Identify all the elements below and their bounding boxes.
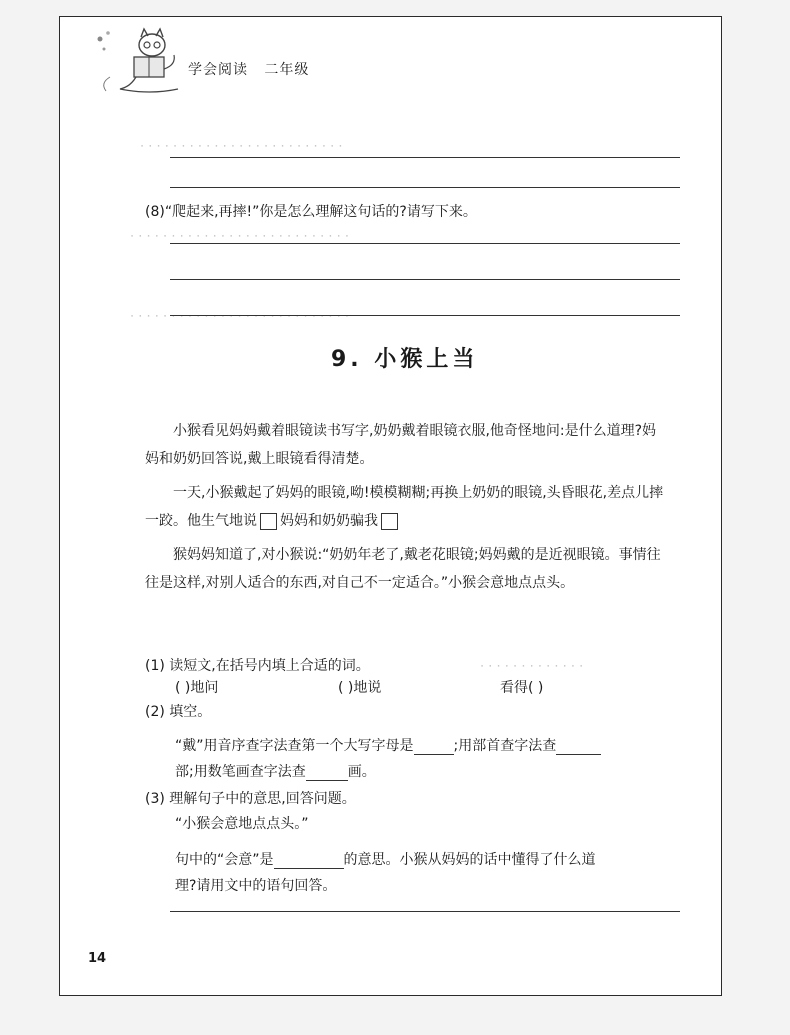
question-2-line-1 (175, 737, 601, 755)
bleed-through-text: · · · · · · · · · · · · · · · · · · · · · · · · · (140, 137, 343, 152)
answer-line[interactable] (170, 157, 680, 158)
question-3-text: 的意思。小猴从妈妈的话中懂得了什么道 (343, 852, 596, 868)
story-paragraph-2-quote: 妈妈和奶奶骗我 (280, 513, 378, 529)
question-2-text: 画。 (347, 764, 376, 780)
workbook-page (59, 16, 722, 996)
story-paragraph-3: 猴妈妈知道了,对小猴说:“奶奶年老了,戴老花眼镜;妈妈戴的是近视眼镜。事情往往是这样,对别人适合的东西,对自己不一定适合。”小猴会意地点点头。 (145, 547, 661, 591)
story-paragraph-2-text: 一天,小猴戴起了妈妈的眼镜,呦!模模糊糊;再换上奶奶的眼镜,头昏眼花,差点儿摔一跤。他生气地说 (145, 485, 664, 529)
question-2-text: ;用部首查字法查 (453, 738, 557, 754)
question-3-line-2: 理?请用文中的语句回答。 (175, 878, 337, 894)
story-paragraph-2 (145, 479, 665, 535)
punctuation-box[interactable] (381, 513, 398, 530)
story-paragraph-1: 小猴看见妈妈戴着眼镜读书写字,奶奶戴着眼镜衣服,他奇怪地问:是什么道理?妈妈和奶奶回答说,戴上眼镜看得清楚。 (145, 423, 657, 467)
page-number: 14 (88, 951, 107, 966)
section-title: 9. 小猴上当 (331, 347, 479, 372)
bleed-through-text: · · · · · · · · · · · · · · · · · · · · · · · · · · · (130, 227, 350, 242)
fill-blank[interactable] (306, 766, 348, 781)
question-2-text: “戴”用音序查字法查第一个大写字母是 (175, 738, 414, 754)
question-2-text: 部;用数笔画查字法查 (175, 764, 306, 780)
question-2-title: (2) 填空。 (145, 704, 212, 720)
question-1-blank-b[interactable]: ( )地说 (338, 680, 382, 696)
question-1-title: (1) 读短文,在括号内填上合适的词。 (145, 658, 370, 674)
question-2-line-2 (175, 763, 376, 781)
question-1-blank-c[interactable]: 看得( ) (500, 680, 544, 696)
question-3-text: 句中的“会意”是 (175, 852, 274, 868)
answer-line[interactable] (170, 187, 680, 188)
answer-line[interactable] (170, 279, 680, 280)
question-3-title: (3) 理解句子中的意思,回答问题。 (145, 791, 356, 807)
punctuation-box[interactable] (260, 513, 277, 530)
question-8: (8)“爬起来,再摔!”你是怎么理解这句话的?请写下来。 (145, 204, 477, 220)
fill-blank[interactable] (556, 740, 601, 755)
answer-line[interactable] (170, 243, 680, 244)
header-title: 学会阅读 二年级 (188, 62, 310, 78)
question-3-quote: “小猴会意地点点头。” (175, 816, 309, 832)
fill-blank[interactable] (274, 854, 344, 869)
bleed-through-text: · · · · · · · · · · · · · · · · · · · · · · · · · · · (130, 307, 350, 322)
fill-blank[interactable] (414, 740, 454, 755)
answer-line[interactable] (170, 911, 680, 912)
question-3-line-1 (175, 851, 596, 869)
answer-line[interactable] (170, 315, 680, 316)
cat-reading-illustration (90, 25, 185, 95)
bleed-through-text: · · · · · · · · · · · · · (480, 657, 584, 672)
question-1-blank-a[interactable]: ( )地问 (175, 680, 219, 696)
